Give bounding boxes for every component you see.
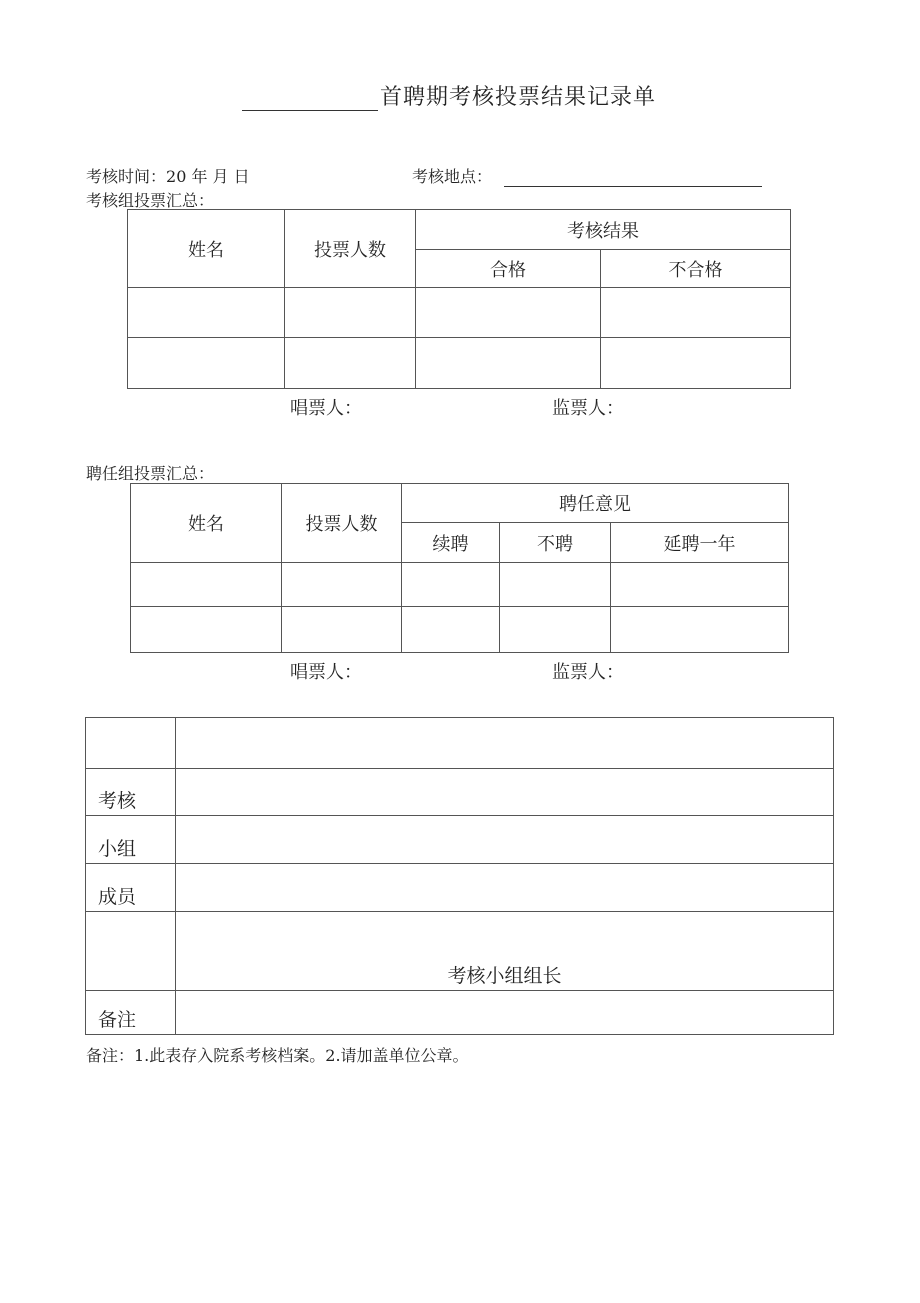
appointment-vote-table xyxy=(130,483,789,653)
table-cell[interactable] xyxy=(176,718,834,769)
table-cell[interactable] xyxy=(131,607,282,653)
table-row xyxy=(128,338,791,389)
table-cell[interactable] xyxy=(285,288,416,338)
header-votes: 投票人数 xyxy=(282,484,402,563)
members-label-line3: 成员 xyxy=(86,864,176,912)
table-cell[interactable] xyxy=(601,338,791,389)
table-cell[interactable] xyxy=(131,563,282,607)
table-cell[interactable] xyxy=(500,607,611,653)
group-leader-label: 考核小组组长 xyxy=(176,912,834,991)
table-row xyxy=(128,288,791,338)
table-cell[interactable] xyxy=(282,607,402,653)
table-cell[interactable] xyxy=(285,338,416,389)
table-cell[interactable] xyxy=(176,864,834,912)
assessment-vote-table xyxy=(127,209,791,389)
table-row xyxy=(86,912,834,991)
table-cell[interactable] xyxy=(402,563,500,607)
table-cell[interactable] xyxy=(611,563,789,607)
vote-monitor-label: 监票人： xyxy=(552,398,624,419)
table-row xyxy=(86,769,834,816)
table-cell[interactable] xyxy=(128,288,285,338)
assessment-time xyxy=(86,164,250,187)
header-votes: 投票人数 xyxy=(285,210,416,288)
vote-monitor-label: 监票人： xyxy=(552,662,624,683)
table-row xyxy=(86,991,834,1035)
header-result: 考核结果 xyxy=(416,210,791,250)
header-fail: 不合格 xyxy=(601,250,791,288)
group2-caption: 聘任组投票汇总： xyxy=(86,464,215,483)
title-blank-line xyxy=(242,88,378,111)
page-title xyxy=(242,80,656,111)
group1-caption: 考核组投票汇总： xyxy=(86,191,215,210)
table-cell[interactable] xyxy=(611,607,789,653)
table-row xyxy=(86,718,834,769)
time-value: 20 年 月 日 xyxy=(166,167,250,186)
table-cell[interactable] xyxy=(176,769,834,816)
table-cell[interactable] xyxy=(601,288,791,338)
members-table xyxy=(85,717,834,1035)
assessment-location xyxy=(412,164,762,187)
footnote: 备注：1.此表存入院系考核档案。2.请加盖单位公章。 xyxy=(86,1046,469,1065)
table-row xyxy=(131,563,789,607)
header-name: 姓名 xyxy=(131,484,282,563)
members-label-line2: 小组 xyxy=(86,816,176,864)
table-row xyxy=(86,816,834,864)
table-cell[interactable] xyxy=(402,607,500,653)
title-text: 首聘期考核投票结果记录单 xyxy=(380,85,657,110)
vote-caller-label: 唱票人： xyxy=(290,398,362,419)
table-cell[interactable] xyxy=(128,338,285,389)
table-row xyxy=(86,864,834,912)
table-cell[interactable] xyxy=(416,288,601,338)
header-extend: 延聘一年 xyxy=(611,523,789,563)
table-cell[interactable] xyxy=(500,563,611,607)
members-label-cell xyxy=(86,912,176,991)
members-label-line1: 考核 xyxy=(86,769,176,816)
header-opinion: 聘任意见 xyxy=(402,484,789,523)
location-label: 考核地点： xyxy=(412,167,493,186)
header-pass: 合格 xyxy=(416,250,601,288)
table-cell[interactable] xyxy=(176,816,834,864)
time-label: 考核时间： xyxy=(86,167,167,186)
table-cell[interactable] xyxy=(416,338,601,389)
location-blank-line xyxy=(504,170,762,187)
vote-caller-label: 唱票人： xyxy=(290,662,362,683)
header-name: 姓名 xyxy=(128,210,285,288)
remark-cell[interactable] xyxy=(176,991,834,1035)
members-label-cell xyxy=(86,718,176,769)
table-cell[interactable] xyxy=(282,563,402,607)
remark-label: 备注 xyxy=(86,991,176,1035)
header-no-renew: 不聘 xyxy=(500,523,611,563)
table-row xyxy=(131,607,789,653)
header-renew: 续聘 xyxy=(402,523,500,563)
